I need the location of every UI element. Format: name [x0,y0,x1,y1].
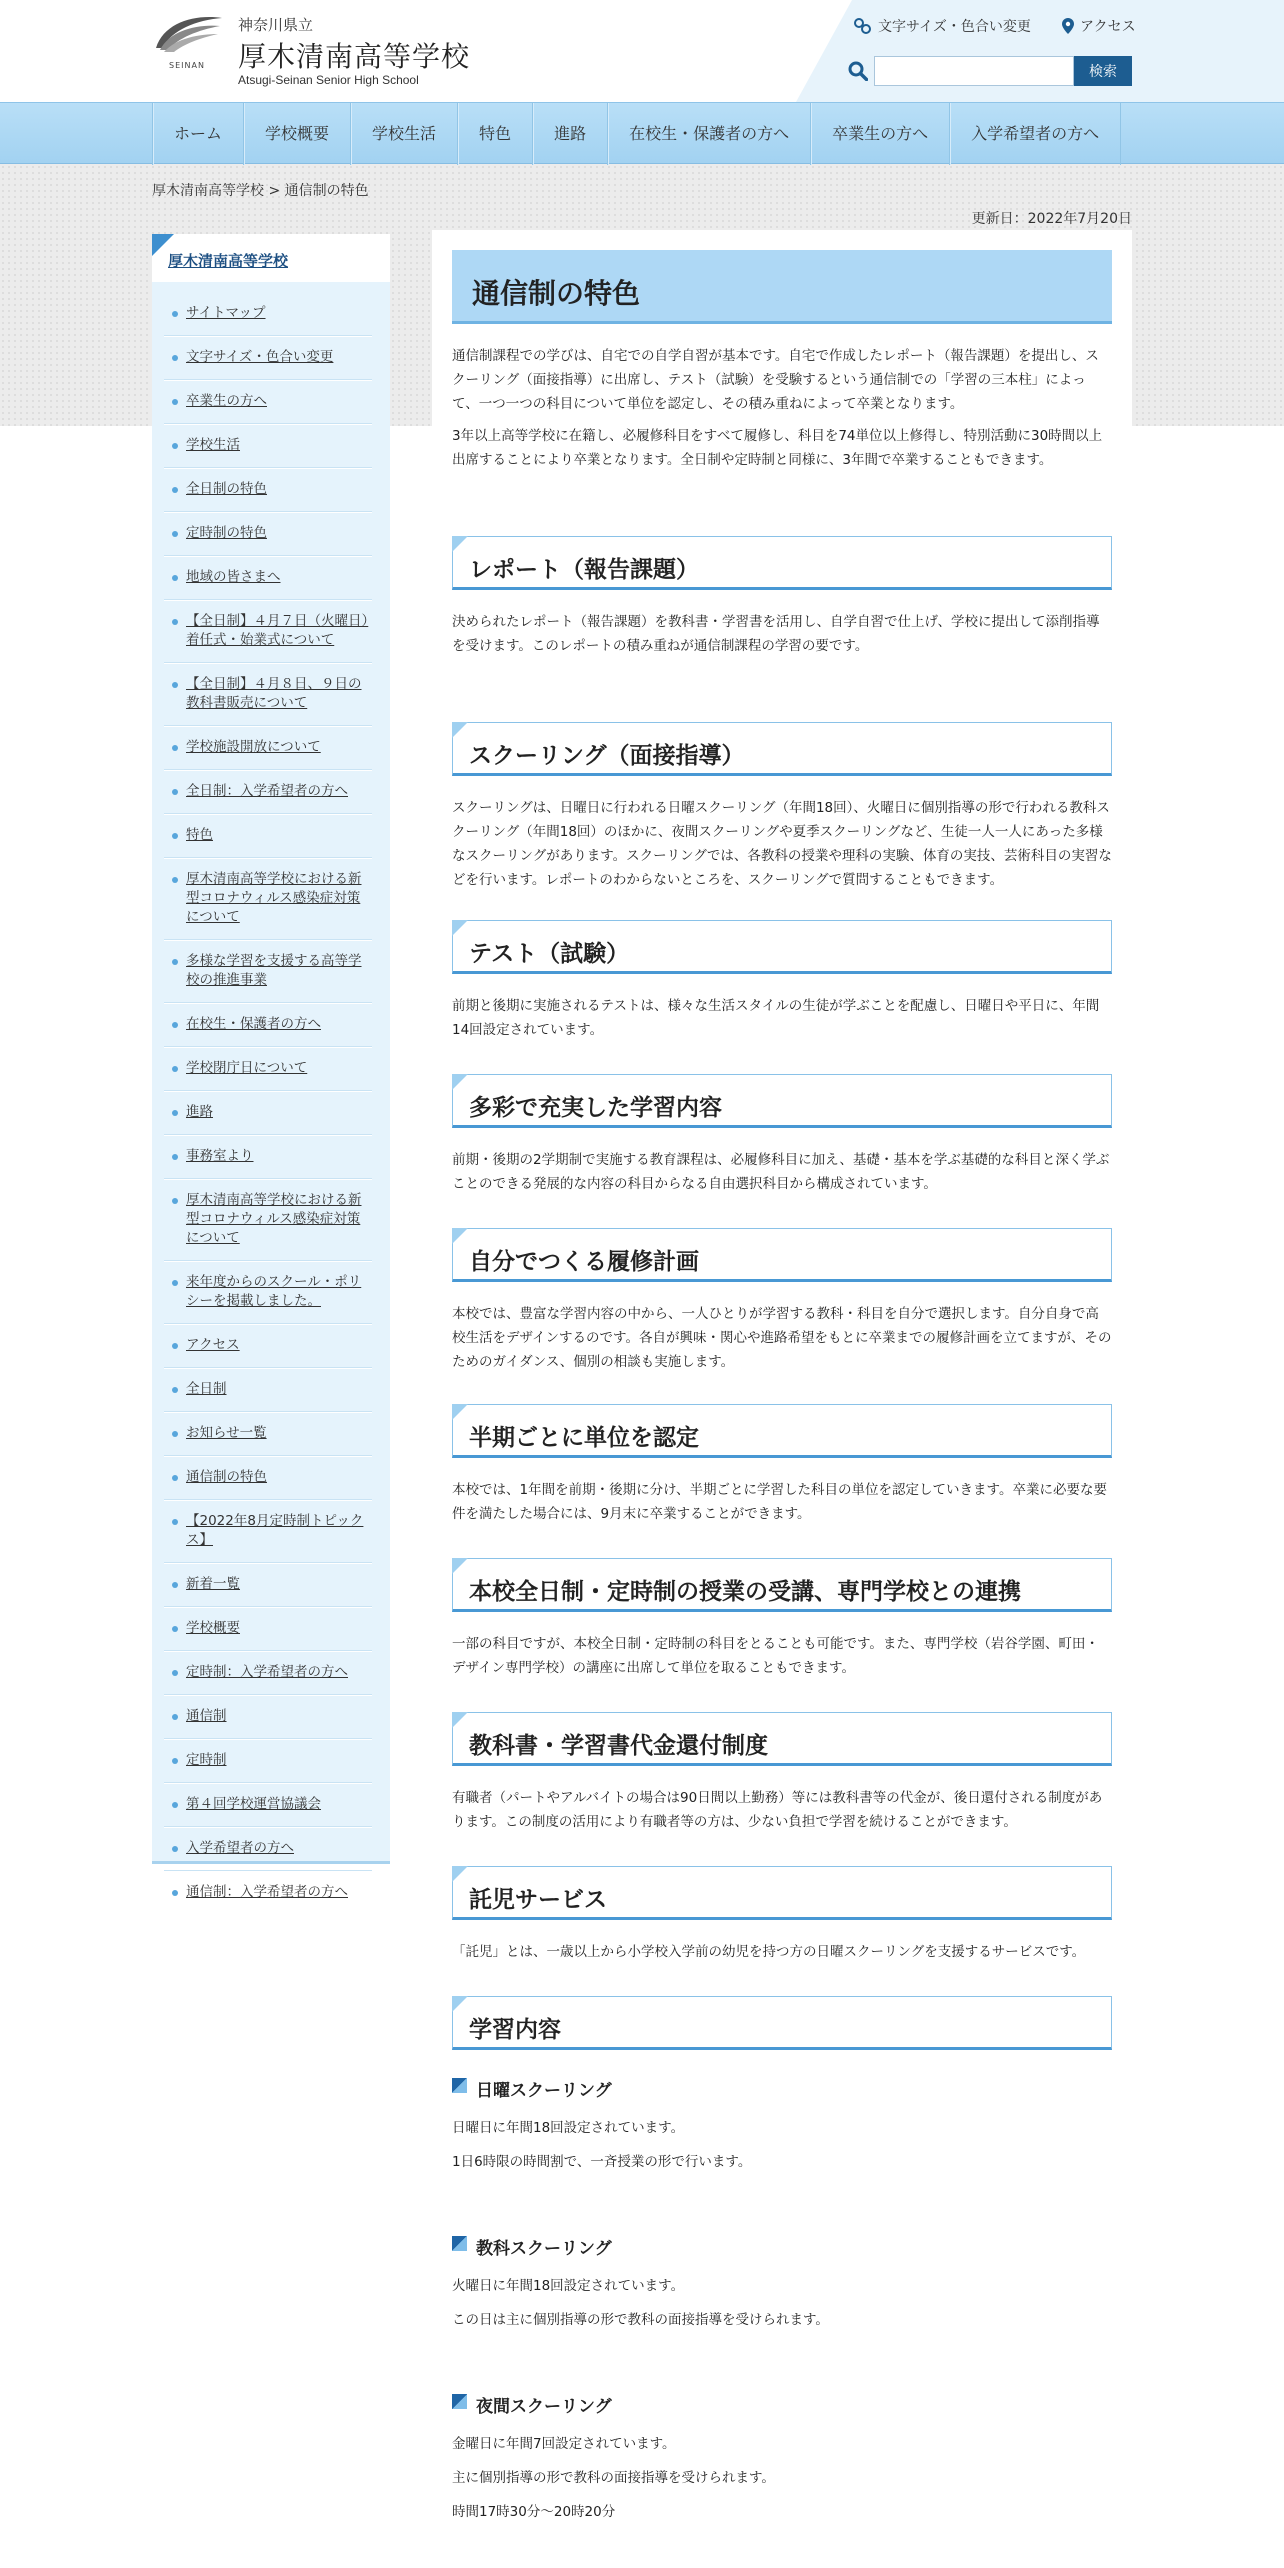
night-line-2: 主に個別指導の形で教科の面接指導を受けられます。 [452,2470,775,2486]
sidebar-item[interactable] [164,1135,372,1179]
sidebar-item[interactable] [164,1412,372,1456]
sidebar-item[interactable] [164,1563,372,1607]
sidebar-item-label: 進路 [186,1104,213,1120]
section-text-refund: 有職者（パートやアルバイトの場合は90日間以上勤務）等には教科書等の代金が、後日還付される制度があります。この制度の活用により有職者等の方は、少ない負担で学習を続けることができます。 [452,1790,1103,1830]
nav-item-graduates[interactable]: 卒業生の方へ [810,103,949,165]
sidebar [152,234,390,1900]
sidebar-item-label: 来年度からのスクール・ポリシーを掲載しました。 [186,1274,362,1309]
nav-item-applicants[interactable]: 入学希望者の方へ [949,103,1121,165]
sidebar-item-label: 全日制の特色 [186,481,267,497]
sidebar-item-label: 学校閉庁日について [186,1060,308,1076]
sidebar-item-label: 【全日制】４月８日、９日の教科書販売について [186,676,362,711]
sidebar-item-label: 入学希望者の方へ [186,1840,294,1856]
site-header [0,0,1284,102]
sidebar-item-label: 通信制 [186,1708,227,1724]
section-heading-collaboration: 本校全日制・定時制の授業の受講、専門学校との連携 [452,1558,1112,1612]
search-box [848,56,1132,86]
subject-line-2: この日は主に個別指導の形で教科の面接指導を受けられます。 [452,2312,829,2328]
sidebar-item-label: アクセス [186,1337,240,1353]
sidebar-item-label: 全日制：入学希望者の方へ [186,783,348,799]
subheading-marker-icon [452,2078,467,2093]
page-title: 通信制の特色 [452,250,1112,324]
sidebar-item-label: 全日制 [186,1381,227,1397]
subheading-marker-icon [452,2236,467,2251]
sidebar-item-label: 学校概要 [186,1620,240,1636]
night-line-3: 時間17時30分～20時20分 [452,2504,616,2520]
night-line-1: 金曜日に年間7回設定されています。 [452,2436,676,2452]
section-heading-credits: 半期ごとに単位を認定 [452,1404,1112,1458]
sidebar-item[interactable] [164,1368,372,1412]
font-color-settings-link[interactable] [854,16,1031,36]
nav-item-home[interactable]: ホーム [152,103,243,165]
school-name-en: Atsugi-Seinan Senior High School [238,73,419,87]
sidebar-list [152,282,390,1914]
sidebar-item[interactable] [164,1324,372,1368]
subheading-subject-schooling [452,2234,612,2259]
section-heading-refund: 教科書・学習書代金還付制度 [452,1712,1112,1766]
sidebar-item[interactable] [164,1739,372,1783]
sidebar-item-label: 卒業生の方へ [186,393,267,409]
sidebar-item-label: 【2022年8月定時制トピックス】 [186,1513,364,1548]
logo-text: SEINAN [169,61,205,70]
sidebar-item-label: 在校生・保護者の方へ [186,1016,321,1032]
nav-item-about[interactable]: 学校概要 [243,103,350,165]
school-logo[interactable] [150,12,224,74]
sidebar-item-label: 文字サイズ・色合い変更 [186,349,334,365]
sunday-line-1: 日曜日に年間18回設定されています。 [452,2120,685,2136]
sidebar-item[interactable] [164,1783,372,1827]
section-heading-curriculum: 多彩で充実した学習内容 [452,1074,1112,1128]
sidebar-item[interactable] [164,1695,372,1739]
sidebar-item[interactable] [164,512,372,556]
sidebar-item-label: 定時制の特色 [186,525,267,541]
breadcrumb-home-link[interactable]: 厚木清南高等学校 [152,183,264,199]
nav-item-career[interactable]: 進路 [532,103,607,165]
sidebar-item-label: 通信制：入学希望者の方へ [186,1884,348,1900]
sidebar-item[interactable] [164,770,372,814]
sidebar-item[interactable] [164,336,372,380]
subject-line-1: 火曜日に年間18回設定されています。 [452,2278,685,2294]
section-text-curriculum: 前期・後期の2学期制で実施する教育課程は、必履修科目に加え、基礎・基本を学ぶ基礎的な科目と深く学ぶことのできる発展的な内容の科目からなる自由選択科目から構成されています。 [452,1152,1110,1192]
sidebar-item-label: 学校生活 [186,437,240,453]
section-text-childcare: 「託児」とは、一歳以上から小学校入学前の幼児を持つ方の日曜スクーリングを支援するサービスです。 [452,1944,1086,1960]
sidebar-item-label: 【全日制】４月７日（火曜日）着任式・始業式について [186,613,369,648]
intro-paragraph-1: 通信制課程での学びは、自宅での自学自習が基本です。自宅で作成したレポート（報告課題）を提出し、スクーリング（面接指導）に出席し、テスト（試験）を受験するという通信制での「学習の三本柱」によって、一つ一つの科目について単位を認定し、その積み重ねによって卒業となります。 [452,348,1099,412]
sidebar-item-label: 地域の皆さまへ [186,569,281,585]
access-link[interactable] [1062,16,1136,36]
sidebar-title-link[interactable]: 厚木清南高等学校 [168,252,289,270]
section-heading-learning: 学習内容 [452,1996,1112,2050]
subheading-night-schooling [452,2392,612,2417]
sunday-line-2: 1日6時限の時間割で、一斉授業の形で行います。 [452,2154,752,2170]
sidebar-item-label: 第４回学校運営協議会 [186,1796,321,1812]
section-text-collaboration: 一部の科目ですが、本校全日制・定時制の科目をとることも可能です。また、専門学校（岩谷学園、町田・デザイン専門学校）の講座に出席して単位を取ることもできます。 [452,1636,1099,1676]
subheading-subject-label: 教科スクーリング [476,2239,612,2259]
sidebar-item-label: 多様な学習を支援する高等学校の推進事業 [186,953,362,988]
sidebar-item[interactable] [164,1500,372,1563]
breadcrumb [152,180,369,200]
section-heading-schooling: スクーリング（面接指導） [452,722,1112,776]
section-heading-childcare: 託児サービス [452,1866,1112,1920]
sidebar-item[interactable] [164,1651,372,1695]
subheading-night-label: 夜間スクーリング [476,2397,612,2417]
sidebar-item[interactable] [164,1871,372,1914]
subheading-sunday-schooling [452,2076,612,2101]
search-input[interactable] [874,56,1074,86]
updated-date: 更新日：2022年7月20日 [971,211,1132,227]
sidebar-item[interactable] [164,1607,372,1651]
sidebar-item[interactable] [164,814,372,858]
sidebar-item-label: お知らせ一覧 [186,1425,267,1441]
sidebar-item[interactable] [164,1179,372,1261]
sidebar-item-label: 通信制の特色 [186,1469,267,1485]
sidebar-item[interactable] [164,1456,372,1500]
section-heading-study-plan: 自分でつくる履修計画 [452,1228,1112,1282]
subheading-marker-icon [452,2394,467,2409]
sidebar-item[interactable] [164,1047,372,1091]
section-text-schooling: スクーリングは、日曜日に行われる日曜スクーリング（年間18回）、火曜日に個別指導の形で行われる教科スクーリング（年間18回）のほかに、夜間スクーリングや夏季スクーリングなど、生徒一人一人にあった多様なスクーリングがあります。スクーリングでは、各教科の授業や理科の実験、体育の実技、芸術科目の実習などを行います。レポートのわからないところを、スクーリングで質問することもできます。 [452,800,1112,888]
sidebar-header [152,234,390,282]
section-heading-report: レポート（報告課題） [452,536,1112,590]
sidebar-item-label: 厚木清南高等学校における新型コロナウィルス感染症対策について [186,1192,362,1246]
prefecture-label: 神奈川県立 [238,16,314,34]
section-text-credits: 本校では、1年間を前期・後期に分け、半期ごとに学習した科目の単位を認定していきます。卒業に必要な要件を満たした場合には、9月末に卒業することができます。 [452,1482,1107,1522]
section-text-study-plan: 本校では、豊富な学習内容の中から、一人ひとりが学習する教科・科目を自分で選択します。自分自身で高校生活をデザインするのです。各自が興味・関心や進路希望をもとに卒業までの履修計画を立てますが、そのためのガイダンス、個別の相談も実施します。 [452,1306,1112,1370]
sidebar-item[interactable] [164,292,372,336]
sidebar-item[interactable] [164,1827,372,1871]
search-button[interactable]: 検索 [1074,56,1132,86]
sidebar-item-label: 事務室より [186,1148,254,1164]
nav-item-features[interactable]: 特色 [457,103,532,165]
map-pin-icon [1062,18,1074,34]
breadcrumb-separator: > [264,183,285,199]
sidebar-item[interactable] [164,556,372,600]
font-size-icon [854,18,872,34]
search-icon [848,61,868,81]
section-text-test: 前期と後期に実施されるテストは、様々な生活スタイルの生徒が学ぶことを配慮し、日曜日や平日に、年間14回設定されています。 [452,998,1100,1038]
sidebar-item[interactable] [164,1003,372,1047]
sidebar-item[interactable] [164,424,372,468]
sidebar-item[interactable] [164,940,372,1003]
sidebar-item[interactable] [164,726,372,770]
sidebar-item[interactable] [164,858,372,940]
main-content [432,230,1132,2568]
sidebar-item[interactable] [164,600,372,663]
breadcrumb-current: 通信制の特色 [284,183,369,199]
nav-item-school-life[interactable]: 学校生活 [350,103,457,165]
access-label: アクセス [1080,19,1136,35]
subheading-sunday-label: 日曜スクーリング [476,2081,612,2101]
sidebar-item[interactable] [164,1261,372,1324]
sidebar-item[interactable] [164,380,372,424]
sidebar-item[interactable] [164,468,372,512]
sidebar-item[interactable] [164,1091,372,1135]
sidebar-item[interactable] [164,663,372,726]
sidebar-item-label: 定時制 [186,1752,227,1768]
school-name[interactable]: 厚木清南高等学校 [238,40,471,73]
sidebar-item-label: 新着一覧 [186,1576,240,1592]
sidebar-item-label: 特色 [186,827,213,843]
sidebar-item-label: 厚木清南高等学校における新型コロナウィルス感染症対策について [186,871,362,925]
font-color-settings-label: 文字サイズ・色合い変更 [878,19,1031,35]
section-text-report: 決められたレポート（報告課題）を教科書・学習書を活用し、自学自習で仕上げ、学校に提出して添削指導を受けます。このレポートの積み重ねが通信制課程の学習の要です。 [452,614,1100,654]
intro-paragraph-2: 3年以上高等学校に在籍し、必履修科目をすべて履修し、科目を74単位以上修得し、特別活動に30時間以上出席することにより卒業となります。全日制や定時制と同様に、3年間で卒業することもできます。 [452,428,1103,468]
section-heading-test: テスト（試験） [452,920,1112,974]
sidebar-item-label: 学校施設開放について [186,739,321,755]
global-nav [0,102,1284,164]
sidebar-item-label: 定時制：入学希望者の方へ [186,1664,348,1680]
nav-item-students-parents[interactable]: 在校生・保護者の方へ [607,103,810,165]
sidebar-item-label: サイトマップ [186,305,266,321]
